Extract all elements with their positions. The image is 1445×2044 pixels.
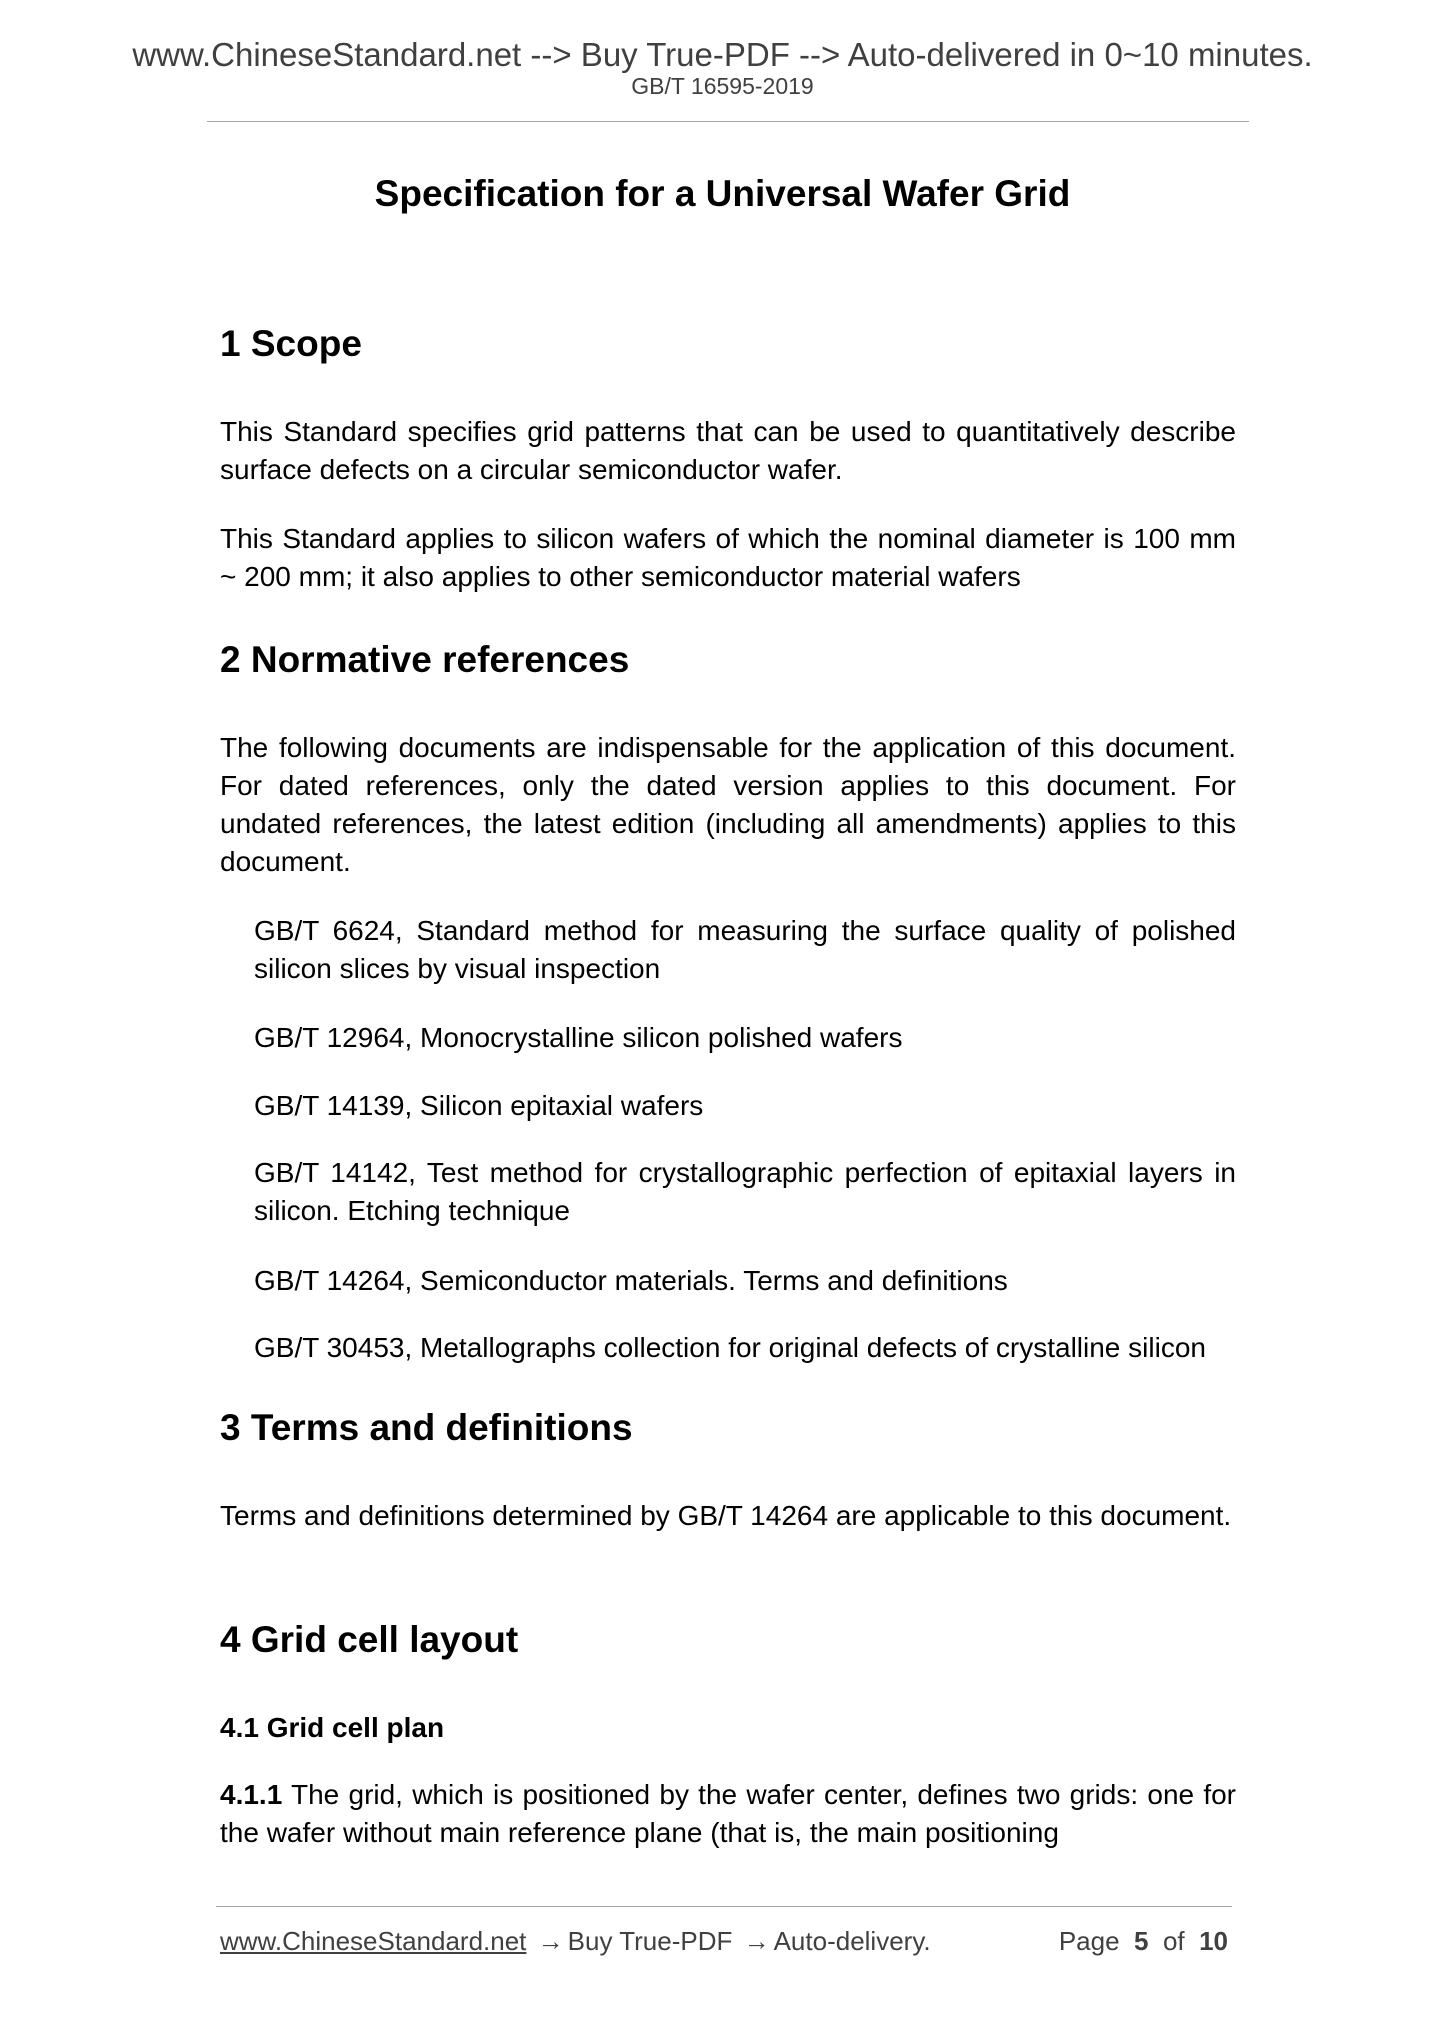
reference-item: GB/T 6624, Standard method for measuring the surface quality of polished silicon slices by visual inspection <box>254 915 1236 984</box>
reference-item: GB/T 12964, Monocrystalline silicon polished wafers <box>254 1022 903 1053</box>
clause-number: 4.1.1 <box>220 1779 283 1810</box>
document-title: Specification for a Universal Wafer Grid <box>374 173 1071 214</box>
of-label: of <box>1162 1926 1185 1956</box>
scope-paragraph-1: This Standard specifies grid patterns that can be used to quantitatively describe surface defects on a circular semiconductor wafer. <box>220 416 1236 485</box>
reference-item: GB/T 30453, Metallographs collection for original defects of crystalline silicon <box>254 1332 1206 1363</box>
section-heading-grid-cell-layout: 4 Grid cell layout <box>220 1619 519 1660</box>
scope-paragraph-2: This Standard applies to silicon wafers of which the nominal diameter is 100 mm ~ 200 mm; it also applies to other semiconductor material wafers <box>220 523 1236 592</box>
footer-delivery-text: Auto-delivery. <box>773 1926 931 1956</box>
site-banner[interactable]: www.ChineseStandard.net --> Buy True-PDF --> Auto-delivered in 0~10 minutes. <box>132 36 1313 73</box>
arrow-right-icon: → <box>537 1926 564 1956</box>
subsection-heading-grid-cell-plan: 4.1 Grid cell plan <box>220 1712 445 1743</box>
footer-divider <box>216 1906 1232 1907</box>
reference-item: GB/T 14142, Test method for crystallographic perfection of epitaxial layers in silicon. Etching technique <box>254 1157 1236 1226</box>
section-heading-normative-references: 2 Normative references <box>220 639 630 680</box>
reference-item: GB/T 14264, Semiconductor materials. Terms and definitions <box>254 1265 1008 1296</box>
standard-id: GB/T 16595-2019 <box>631 73 814 99</box>
section-heading-scope: 1 Scope <box>220 323 362 364</box>
clause-text: The grid, which is positioned by the wafer center, defines two grids: one for the wafer without main reference plane (that is, the main positioning <box>220 1779 1236 1848</box>
total-pages: 10 <box>1199 1926 1228 1956</box>
current-page-number: 5 <box>1134 1926 1149 1956</box>
section-heading-terms: 3 Terms and definitions <box>220 1407 633 1448</box>
footer-buy-text: Buy True-PDF <box>567 1926 733 1956</box>
page-number-indicator <box>1059 1926 1228 1957</box>
normative-intro-paragraph: The following documents are indispensable for the application of this document. For dated references, only the dated version applies to this document. For undated references, the latest edition (including all amendments) applies to this document. <box>220 732 1236 877</box>
footer-site-link[interactable]: www.ChineseStandard.net <box>220 1926 527 1956</box>
terms-paragraph: Terms and definitions determined by GB/T 14264 are applicable to this document. <box>220 1500 1232 1531</box>
page-label: Page <box>1058 1926 1120 1956</box>
arrow-right-icon: → <box>743 1926 770 1956</box>
clause-4-1-1-paragraph <box>220 1776 1236 1852</box>
reference-item: GB/T 14139, Silicon epitaxial wafers <box>254 1090 704 1121</box>
footer-links <box>220 1926 931 1957</box>
header-divider <box>207 121 1249 122</box>
